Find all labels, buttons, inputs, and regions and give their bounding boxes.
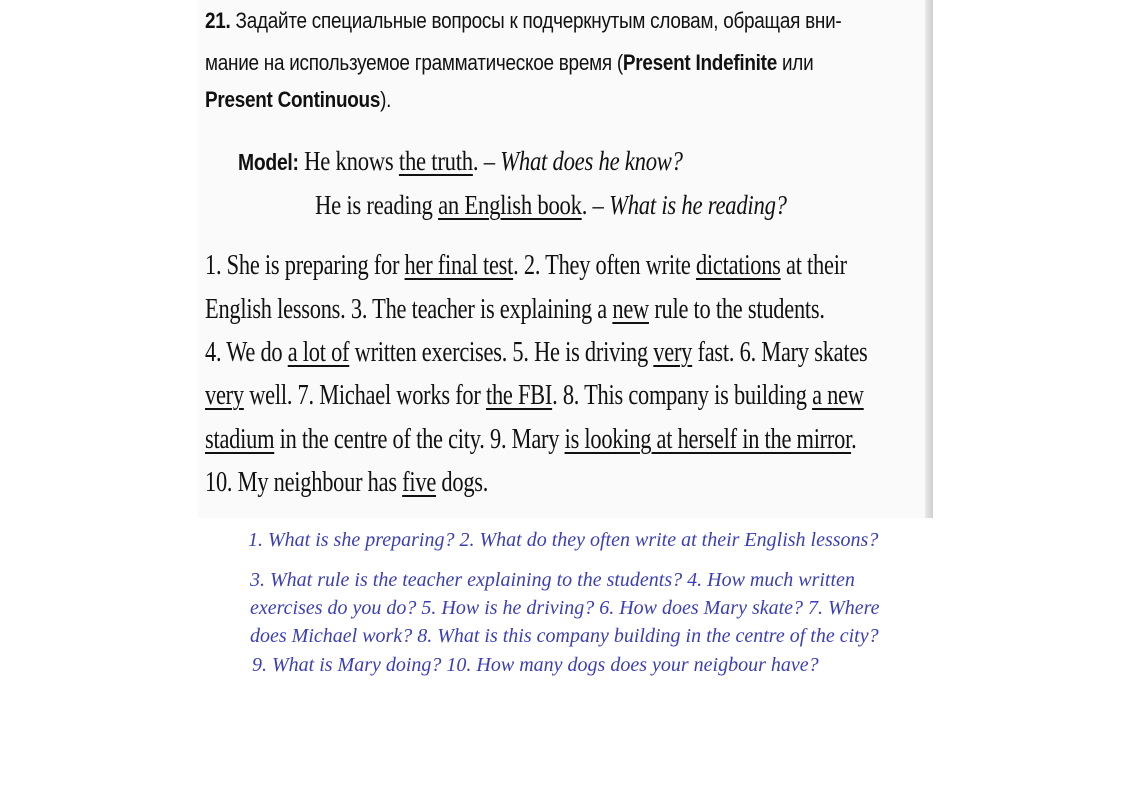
exercise-line-3 [205, 337, 868, 369]
answer-line-5: 9. What is Mary doing? 10. How many dogs does your neigbour have? [252, 654, 819, 676]
task-number: 21. [205, 8, 231, 33]
ex-text: written exercises. 5. He is driving [349, 337, 654, 368]
answer-line-1: 1. What is she preparing? 2. What do they often write at their English lessons? [248, 529, 879, 551]
ex-text: fast. 6. Mary skates [692, 337, 868, 368]
model-ex1-underlined: the truth [398, 146, 473, 176]
ex-underlined: a new [812, 380, 864, 411]
exercise-line-4 [205, 380, 864, 412]
task-line-3 [205, 87, 391, 113]
answer-line-2: 3. What rule is the teacher explaining to the students? 4. How much written [250, 569, 855, 591]
ex-text: in the centre of the city. 9. Mary [274, 424, 565, 455]
model-example-1 [238, 146, 683, 177]
model-example-2 [315, 190, 787, 221]
exercise-line-2 [205, 294, 825, 326]
model-ex1-question: What does he know? [500, 146, 683, 176]
ex-text: . 8. This company is building [552, 380, 813, 411]
ex-underlined: new [612, 294, 649, 325]
ex-text: . [851, 424, 857, 455]
task-text-1: Задайте специальные вопросы к подчеркнутым словам, обращая вни- [235, 8, 842, 33]
model-label: Model: [238, 149, 299, 175]
exercise-line-6 [205, 467, 488, 499]
ex-underlined: stadium [205, 424, 275, 455]
task-line-1 [205, 8, 841, 34]
ex-text: rule to the students. [648, 294, 825, 325]
model-ex1-a: He knows [304, 146, 399, 176]
answer-line-3: exercises do you do? 5. How is he driving? 6. How does Mary skate? 7. Where [250, 597, 880, 619]
ex-text: 4. We do [205, 337, 288, 368]
ex-text: 10. My neighbour has [205, 467, 403, 498]
task-text-3b: ). [380, 87, 392, 112]
page-edge-shadow [925, 0, 933, 518]
tense-present-continuous: Present Continuous [205, 87, 381, 112]
exercise-line-1 [205, 250, 847, 282]
ex-text: . 2. They often write [513, 250, 696, 281]
ex-text: at their [780, 250, 847, 281]
textbook-scan [198, 0, 933, 518]
ex-text: English lessons. 3. The teacher is explaining a [205, 294, 613, 325]
task-line-2 [205, 50, 813, 76]
model-ex2-underlined: an English book [438, 190, 582, 220]
answer-line-4: does Michael work? 8. What is this company building in the centre of the city? [250, 625, 879, 647]
model-ex2-question: What is he reading? [609, 190, 787, 220]
exercise-line-5 [205, 424, 856, 456]
ex-underlined: her final test [404, 250, 514, 281]
ex-text: well. 7. Michael works for [243, 380, 486, 411]
model-ex1-b: . – [472, 146, 501, 176]
ex-text: 1. She is preparing for [205, 250, 405, 281]
model-ex2-a: He is reading [315, 190, 439, 220]
tense-present-indefinite: Present Indefinite [622, 50, 777, 75]
model-ex2-b: . – [581, 190, 610, 220]
ex-underlined: five [402, 467, 437, 498]
ex-underlined: the FBI [485, 380, 553, 411]
ex-underlined: is looking at herself in the mirror [564, 424, 852, 455]
ex-underlined: very [205, 380, 244, 411]
ex-underlined: dictations [695, 250, 781, 281]
ex-text: dogs. [436, 467, 489, 498]
ex-underlined: a lot of [287, 337, 350, 368]
ex-underlined: very [653, 337, 693, 368]
task-text-2c: или [776, 50, 814, 75]
task-text-2a: мание на используемое грамматическое время ( [205, 50, 623, 75]
